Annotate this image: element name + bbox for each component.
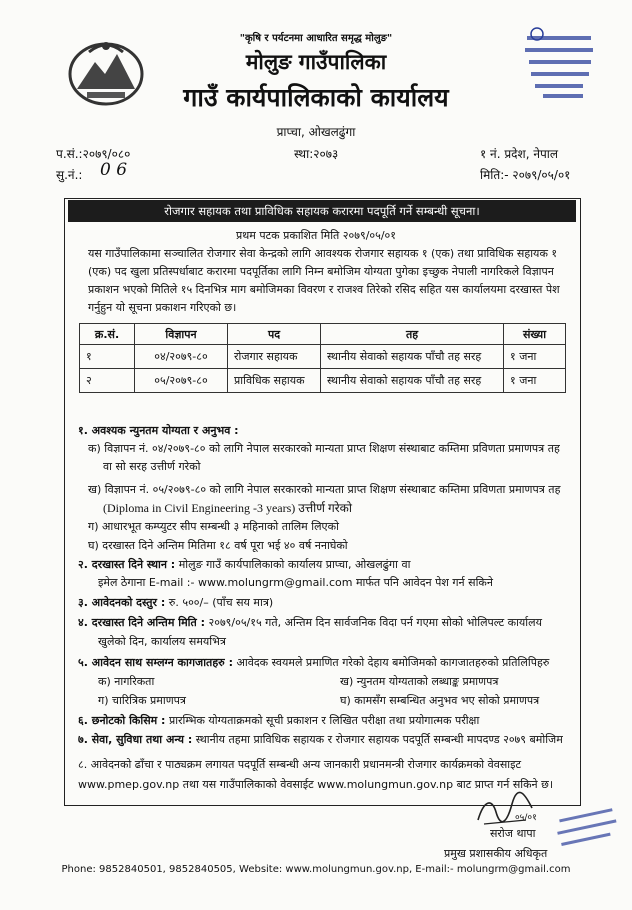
sec-2-label: २. दरखास्त दिने स्थान : bbox=[78, 558, 176, 571]
sec-7 bbox=[78, 733, 563, 747]
col-count: संख्या bbox=[504, 324, 566, 345]
cell-sn: १ bbox=[80, 345, 135, 369]
cell-level: स्थानीय सेवाको सहायक पाँचौ तह सरह bbox=[321, 345, 504, 369]
col-sn: क्र.सं. bbox=[80, 324, 135, 345]
col-post: पद bbox=[228, 324, 321, 345]
sec-6 bbox=[78, 714, 479, 728]
sec-4-label: ४. दरखास्त दिने अन्तिम मिति : bbox=[78, 616, 206, 629]
office-address: प्राप्चा, ओखलढुंगा bbox=[276, 125, 356, 139]
sec-6-text: प्रारम्भिक योग्यताक्रमको सूची प्रकाशन र लिखित परीक्षा तथा प्रयोगात्मक परीक्षा bbox=[168, 714, 480, 727]
sec-7-label: ७. सेवा, सुविधा तथा अन्य : bbox=[78, 733, 193, 746]
cn-label: सु.नं.: bbox=[56, 168, 83, 182]
sec-5d: घ) कामसँग सम्बन्धित अनुभव भए सोको प्रमाणपत्र bbox=[340, 694, 540, 707]
sec-3 bbox=[78, 596, 273, 610]
sec-5-label: ५. आवेदन साथ सम्लग्न कागजातहरु : bbox=[78, 656, 233, 669]
notice-date: मिति:- २०७९/०५/०१ bbox=[480, 168, 571, 182]
posts-table bbox=[79, 323, 566, 393]
cell-sn: २ bbox=[80, 369, 135, 393]
footer-contact: Phone: 9852840501, 9852840505, Website: www.molungmun.gov.np, E-mail:- molungrm@gmail.com bbox=[61, 864, 571, 875]
sec-1-heading: १. अवश्यक न्युनतम योग्यता र अनुभव : bbox=[78, 424, 239, 437]
cell-count: १ जना bbox=[504, 345, 566, 369]
table-header-row bbox=[80, 324, 566, 345]
sec-4-text: २०७९/०५/१५ गते, अन्तिम दिन सार्वजनिक विदा पर्न गएमा सोको भोलिपल्ट कार्यालय bbox=[208, 616, 542, 629]
office-seal-stamp bbox=[521, 26, 599, 104]
sec-1b-line1: ख) विज्ञापन नं. ०५/२०७९-८० को लागि नेपाल सरकारको मान्यता प्राप्त शिक्षण संस्थाबाट कम्तिमा प्रविणता प्रमाणपत्र तह bbox=[88, 483, 561, 496]
sec-1c: ग) आधारभूत कम्प्युटर सीप सम्बन्धी ३ महिनाको तालिम लिएको bbox=[88, 520, 339, 533]
sec-4 bbox=[78, 616, 542, 630]
org-name: मोलुङ गाउँपालिका bbox=[245, 50, 387, 74]
notice-paragraph: यस गाउँपालिकामा सञ्चालित रोजगार सेवा केन्द्रको लागि आवश्यक रोजगार सहायक १ (एक) तथा प्राविधिक सहायक १ (एक) पद खुला प्रतिस्पर्धाबाट करारमा पदपूर्तिका लागि निम्न बमोजिम योग्यता पुगेका इच्छुक नेपाली नागरिकले विज्ञापन प्रकाशन भएको मितिले १५ दिनभित्र माग बमोजिमका विवरण र राजश्व तिरेको रसिद सहित यस कार्यालयमा दरखास्त पेश गर्नुहुन यो सूचना प्रकाशन गरिएको छ। bbox=[88, 247, 560, 314]
signature-date: ०५/०१ bbox=[515, 813, 537, 823]
tagline: "कृषि र पर्यटनमा आधारित समृद्ध मोलुङ" bbox=[239, 33, 393, 44]
sec-8-line1: ८. आवेदनको ढाँचा र पाठ्यक्रम लगायत पदपूर्ति सम्बन्धी अन्य जानकारी प्रधानमन्त्री रोजगार कार्यक्रमको वेवसाइट bbox=[78, 758, 522, 771]
sec-1a-line2: वा सो सरह उत्तीर्ण गरेको bbox=[103, 460, 201, 473]
col-level: तह bbox=[321, 324, 504, 345]
first-publication-date: प्रथम पटक प्रकाशित मिति २०७९/०५/०१ bbox=[236, 229, 396, 242]
sec-5-text: आवेदक स्वयमले प्रमाणित गरेको देहाय बमोजिमको कागजातहरुको प्रतिलिपिहरु bbox=[236, 656, 550, 669]
sec-8-line2: www.pmep.gov.np तथा यस गाउँपालिकाको वेवसाईट www.molungmun.gov.np बाट प्राप्त गर्न सकिने छ। bbox=[78, 778, 554, 791]
table-row bbox=[80, 369, 566, 393]
office-name: गाउँ कार्यपालिकाको कार्यालय bbox=[183, 83, 449, 112]
signatory-name: सरोज थापा bbox=[490, 827, 536, 840]
sec-1a-line1: क) विज्ञापन नं. ०४/२०७९-८० को लागि नेपाल सरकारको मान्यता प्राप्त शिक्षण संस्थाबाट कम्तिमा प्रविणता प्रमाणपत्र तह bbox=[88, 442, 560, 455]
signatory-title: प्रमुख प्रशासकीय अधिकृत bbox=[444, 847, 548, 860]
cell-level: स्थानीय सेवाको सहायक पाँचौ तह सरह bbox=[321, 369, 504, 393]
province: १ नं. प्रदेश, नेपाल bbox=[480, 147, 559, 161]
col-ad: विज्ञापन bbox=[135, 324, 228, 345]
notice-title: रोजगार सहायक तथा प्राविधिक सहायक करारमा पदपूर्ति गर्ने सम्बन्धी सूचना। bbox=[68, 200, 576, 222]
sec-5 bbox=[78, 656, 549, 670]
sec-7-text: स्थानीय तहमा प्राविधिक सहायक र रोजगार सहायक पदपूर्ति सम्बन्धी मापदण्ड २०७९ बमोजिम bbox=[195, 733, 563, 746]
sec-4-line2: खुलेको दिन, कार्यालय समयभित्र bbox=[98, 635, 226, 648]
sec-2-line2: इमेल ठेगाना E-mail :- www.molungrm@gmail.com मार्फत पनि आवेदन पेश गर्न सकिने bbox=[98, 576, 493, 589]
cell-ad: ०४/२०७९-८० bbox=[135, 345, 228, 369]
established: स्था:२०७३ bbox=[294, 147, 339, 161]
sec-5c: ग) चारित्रिक प्रमाणपत्र bbox=[98, 694, 186, 707]
cell-post: प्राविधिक सहायक bbox=[228, 369, 321, 393]
officer-stamp bbox=[555, 808, 625, 853]
sec-6-label: ६. छनोटको किसिम : bbox=[78, 714, 166, 727]
sec-5b: ख) न्युनतम योग्यताको लब्धाङ्क प्रमाणपत्र bbox=[340, 675, 499, 688]
sec-1b-line2: (Diploma in Civil Engineering -3 years) उत्तीर्ण गरेको bbox=[103, 501, 352, 515]
cell-count: १ जना bbox=[504, 369, 566, 393]
sec-1d: घ) दरखास्त दिने अन्तिम मितिमा १८ वर्ष पूरा भई ४० वर्ष ननाघेको bbox=[88, 539, 348, 552]
sec-2-text: मोलुङ गाउँ कार्यपालिकाको कार्यालय प्राप्चा, ओखलढुंगा वा bbox=[178, 558, 411, 571]
table-row bbox=[80, 345, 566, 369]
cell-ad: ०५/२०७९-८० bbox=[135, 369, 228, 393]
sec-3-text: रु. ५००/– (पाँच सय मात्र) bbox=[168, 596, 274, 609]
ps-number: प.सं.:२०७९/०८० bbox=[56, 147, 131, 161]
sec-2 bbox=[78, 558, 410, 572]
sec-3-label: ३. आवेदनको दस्तुर : bbox=[78, 596, 166, 609]
sec-5a: क) नागरिकता bbox=[98, 675, 155, 688]
cell-post: रोजगार सहायक bbox=[228, 345, 321, 369]
cn-value: 0 6 bbox=[100, 160, 128, 180]
